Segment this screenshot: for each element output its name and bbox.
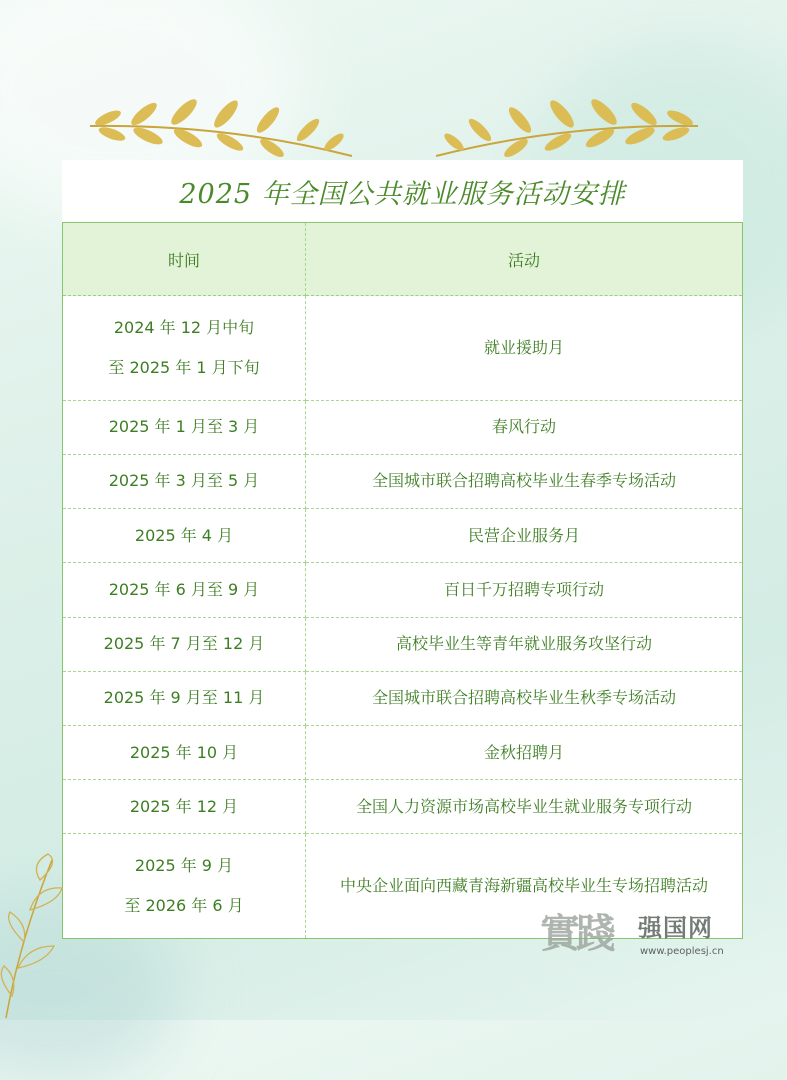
time-line: 至 2026 年 6 月 bbox=[124, 896, 244, 916]
time-cell bbox=[63, 563, 306, 617]
table-row bbox=[63, 725, 742, 779]
time-cell bbox=[63, 509, 306, 563]
table-row bbox=[63, 400, 742, 454]
watermark bbox=[540, 896, 750, 966]
time-line: 2025 年 10 月 bbox=[129, 742, 239, 762]
watermark-name: 强国网 bbox=[638, 914, 713, 942]
time-line: 2025 年 1 月至 3 月 bbox=[108, 417, 260, 437]
time-cell bbox=[63, 834, 306, 938]
activity-cell: 金秋招聘月 bbox=[306, 725, 743, 779]
time-cell bbox=[63, 296, 306, 401]
table-row bbox=[63, 617, 742, 671]
title-banner bbox=[62, 160, 743, 222]
activity-cell: 就业援助月 bbox=[306, 296, 743, 401]
time-line: 2025 年 7 月至 12 月 bbox=[103, 634, 265, 654]
activity-cell: 民营企业服务月 bbox=[306, 509, 743, 563]
time-line: 2025 年 9 月 bbox=[134, 856, 234, 876]
activity-cell: 全国城市联合招聘高校毕业生春季专场活动 bbox=[306, 454, 743, 508]
time-cell bbox=[63, 454, 306, 508]
activity-cell: 中央企业面向西藏青海新疆高校毕业生专场招聘活动 bbox=[339, 876, 708, 896]
time-line: 2025 年 9 月至 11 月 bbox=[103, 688, 265, 708]
table-row bbox=[63, 454, 742, 508]
table-row bbox=[63, 563, 742, 617]
table-row bbox=[63, 296, 742, 401]
schedule-table bbox=[62, 222, 743, 939]
laurel-branch-left-icon bbox=[86, 96, 356, 160]
table-row bbox=[63, 671, 742, 725]
activity-cell: 全国人力资源市场高校毕业生就业服务专项行动 bbox=[306, 780, 743, 834]
table-header-row bbox=[63, 223, 742, 296]
time-line: 2025 年 6 月至 9 月 bbox=[108, 579, 260, 599]
time-cell bbox=[63, 617, 306, 671]
time-cell bbox=[63, 671, 306, 725]
time-cell bbox=[63, 780, 306, 834]
watermark-seal: 實踐 bbox=[540, 910, 612, 957]
time-cell bbox=[63, 725, 306, 779]
time-line: 2024 年 12 月中旬 bbox=[113, 317, 255, 337]
time-cell bbox=[63, 400, 306, 454]
time-line: 2025 年 12 月 bbox=[129, 796, 239, 816]
time-line: 2025 年 4 月 bbox=[134, 525, 234, 545]
laurel-branch-right-icon bbox=[432, 96, 702, 160]
document-title: 2025 年全国公共就业服务活动安排 bbox=[179, 178, 626, 210]
activity-cell: 全国城市联合招聘高校毕业生秋季专场活动 bbox=[306, 671, 743, 725]
activity-cell: 百日千万招聘专项行动 bbox=[306, 563, 743, 617]
column-header-activity: 活动 bbox=[306, 223, 743, 296]
activity-cell: 高校毕业生等青年就业服务攻坚行动 bbox=[306, 617, 743, 671]
column-header-time: 时间 bbox=[63, 223, 306, 296]
activity-cell: 春风行动 bbox=[306, 400, 743, 454]
watermark-url: www.peoplesj.cn bbox=[640, 946, 724, 957]
leaf-ornament-icon bbox=[0, 850, 80, 1020]
time-line: 2025 年 3 月至 5 月 bbox=[108, 471, 260, 491]
time-line: 至 2025 年 1 月下旬 bbox=[108, 357, 260, 377]
table-row bbox=[63, 780, 742, 834]
table-row bbox=[63, 509, 742, 563]
